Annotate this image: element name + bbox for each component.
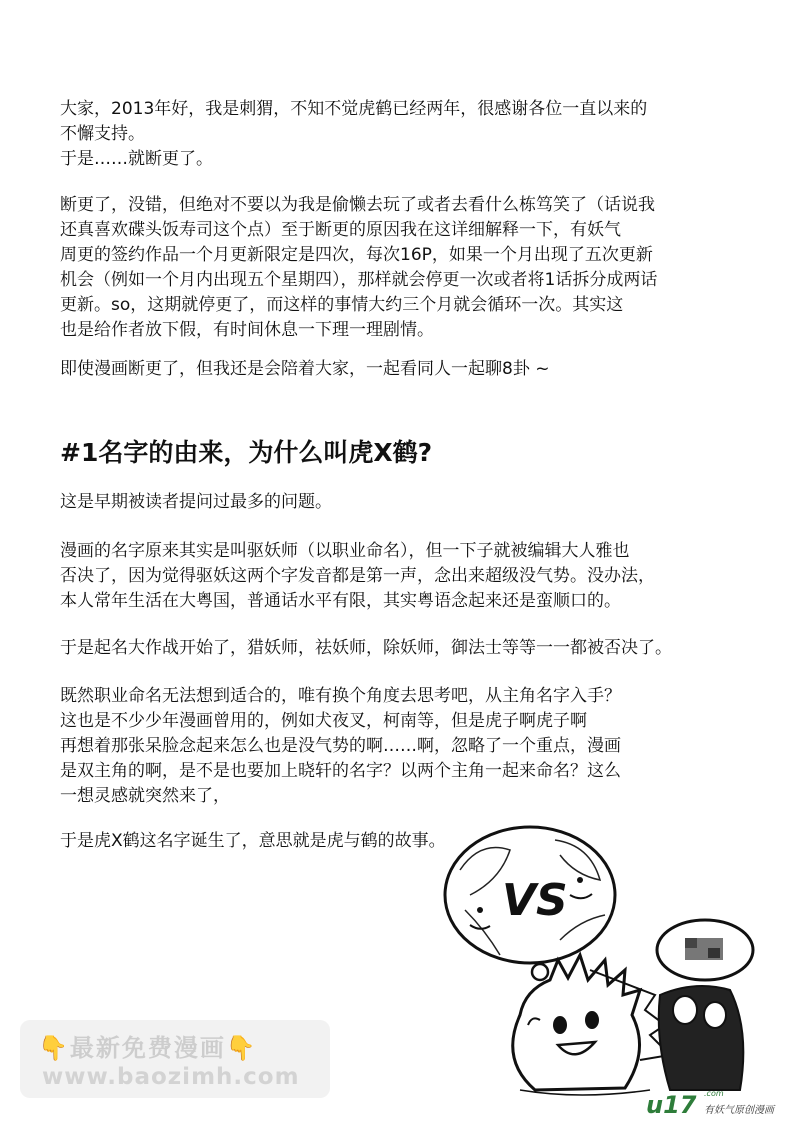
intro-paragraph-3 <box>60 357 770 382</box>
small-thought-bubble <box>657 920 753 1090</box>
logo-main: u17 <box>646 1091 697 1119</box>
intro-paragraph-2 <box>60 193 770 343</box>
logo-tagline: 有妖气原创漫画 <box>704 1105 774 1116</box>
text-line: 既然职业命名无法想到适合的，唯有换个角度去思考吧，从主角名字入手？ <box>60 686 621 706</box>
watermark-slogan: 最新免费漫画 <box>69 1034 226 1062</box>
watermark-url: www.baozimh.com <box>42 1064 300 1090</box>
pointing-hand-icon: 👇 <box>225 1034 258 1062</box>
text-line: 断更了，没错，但绝对不要以为我是偷懒去玩了或者去看什么栋笃笑了（话说我 <box>60 195 655 215</box>
text-line: 还真喜欢碟头饭寿司这个点）至于断更的原因我在这详细解释一下，有妖气 <box>60 220 621 240</box>
text-line: 一想灵感就突然来了， <box>60 786 230 806</box>
text-line: 漫画的名字原来其实是叫驱妖师（以职业命名），但一下子就被编辑大人雅也 <box>60 541 630 561</box>
pointing-hand-icon: 👇 <box>38 1034 70 1062</box>
section-heading: #1名字的由来，为什么叫虎X鹤? <box>60 438 433 467</box>
text-line: 否决了，因为觉得驱妖这两个字发音都是第一声，念出来超级没气势。没办法， <box>60 566 655 586</box>
text-line: 也是给作者放下假，有时间休息一下理一理剧情。 <box>60 320 434 340</box>
u17-logo <box>646 1089 786 1119</box>
watermark <box>20 1020 330 1098</box>
text-line: 这是早期被读者提问过最多的问题。 <box>60 492 332 512</box>
vs-label: VS <box>502 875 568 926</box>
text-line: 是双主角的啊，是不是也要加上晓轩的名字？以两个主角一起来命名？这么 <box>60 761 621 781</box>
text-line: 大家，2013年好，我是刺猬，不知不觉虎鹤已经两年，很感谢各位一直以来的 <box>60 99 648 119</box>
intro-paragraph-1 <box>60 97 770 172</box>
section-paragraph-4 <box>60 684 770 809</box>
text-line: 本人常年生活在大粤国，普通话水平有限，其实粤语念起来还是蛮顺口的。 <box>60 591 621 611</box>
section-paragraph-1 <box>60 490 770 515</box>
text-line: 不懈支持。 <box>60 124 145 144</box>
section-paragraph-3 <box>60 636 770 661</box>
section-paragraph-2 <box>60 539 770 614</box>
text-line: 这也是不少少年漫画曾用的，例如犬夜叉，柯南等，但是虎子啊虎子啊 <box>60 711 587 731</box>
text-line: 机会（例如一个月内出现五个星期四），那样就会停更一次或者将1话拆分成两话 <box>60 270 658 290</box>
watermark-line-1 <box>38 1028 258 1063</box>
text-line: 周更的签约作品一个月更新限定是四次，每次16P，如果一个月出现了五次更新 <box>60 245 653 265</box>
text-line: 于是起名大作战开始了，猎妖师，祛妖师，除妖师，御法士等等一一都被否决了。 <box>60 638 672 658</box>
vs-thought-bubble <box>445 827 615 993</box>
text-line: 即使漫画断更了，但我还是会陪着大家，一起看同人一起聊8卦 ~ <box>60 359 550 379</box>
text-line: 更新。so，这期就停更了，而这样的事情大约三个月就会循环一次。其实这 <box>60 295 624 315</box>
text-line: 再想着那张呆脸念起来怎么也是没气势的啊……啊，忽略了一个重点，漫画 <box>60 736 621 756</box>
logo-domain: .com <box>704 1089 724 1098</box>
text-line: 于是……就断更了。 <box>60 149 213 169</box>
text-line: 于是虎X鹤这名字诞生了，意思就是虎与鹤的故事。 <box>60 831 446 851</box>
hedgehog-illustration <box>440 820 760 1100</box>
